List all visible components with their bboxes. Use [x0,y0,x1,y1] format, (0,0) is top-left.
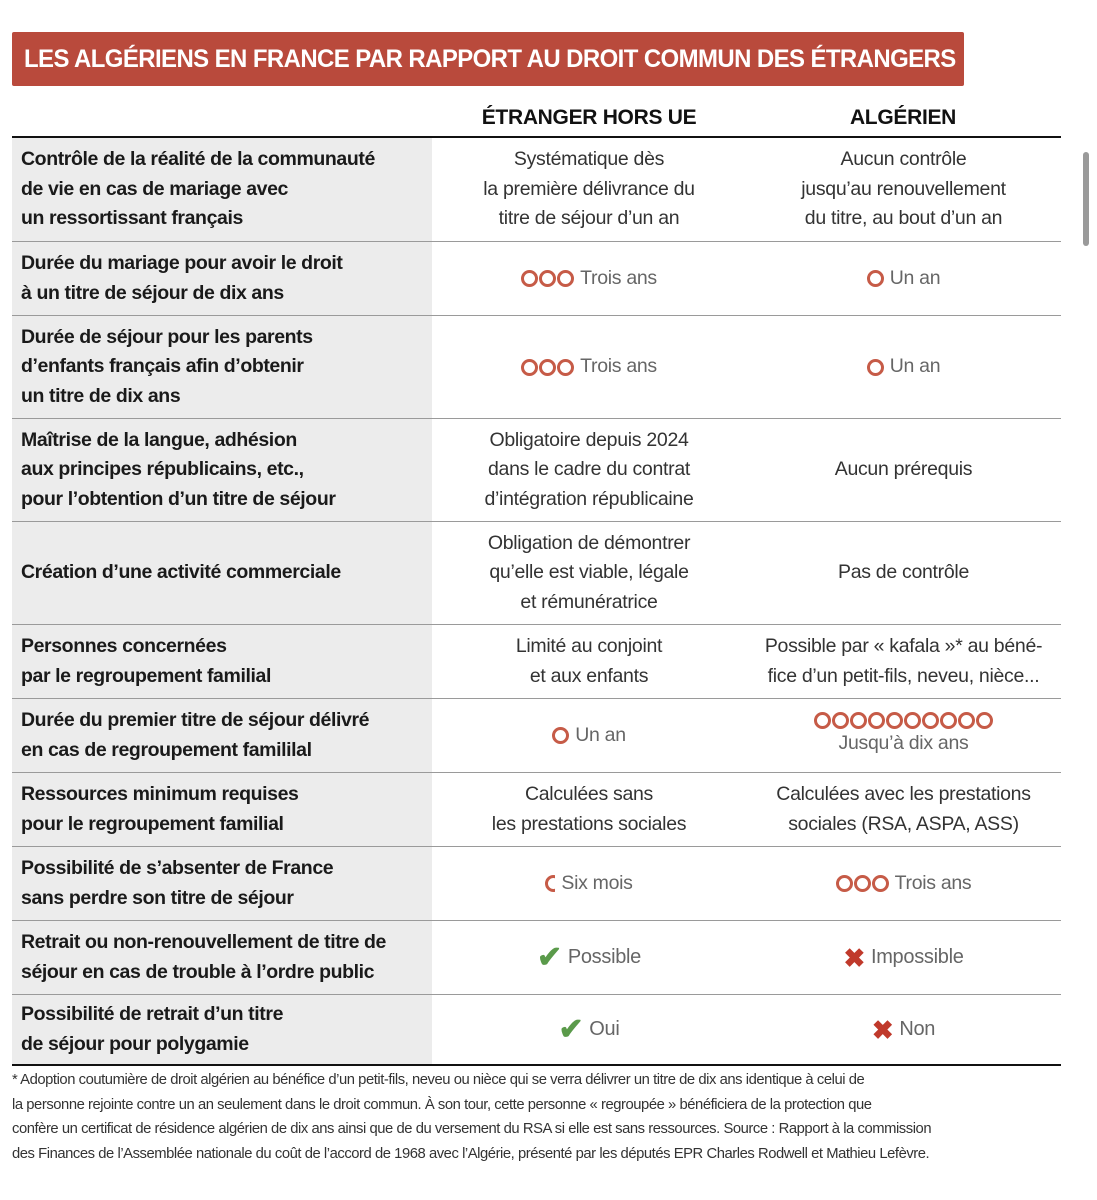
row-label [12,419,432,521]
duration-text: Un an [889,266,941,289]
cross-icon: ✖ [843,942,865,973]
ring-icon [521,270,538,287]
cell-line: Obligation de démontrer [487,531,691,554]
half-ring-icon [545,875,555,892]
row-label-line: Possibilité de s’absenter de France [21,857,334,879]
table-row [12,699,1061,773]
duration-text: Jusqu’à dix ans [838,732,969,755]
duration-rating [552,721,626,751]
row-label-line: en cas de regroupement famililal [21,738,312,761]
table-row [12,921,1061,995]
row-label-line: Contrôle de la réalité de la communauté [21,148,375,171]
cell-etranger [432,921,746,994]
ring-icon [904,712,921,729]
row-label-text [21,854,333,913]
row-label [12,699,432,772]
cell-line: et aux enfants [529,664,649,687]
cell-algerien [746,699,1061,772]
row-label [12,995,432,1064]
row-label-line: de vie en cas de mariage avec [21,177,288,200]
duration-text: Trois ans [894,871,972,894]
verdict [843,943,963,973]
duration-rating [867,352,941,382]
cell-algerien [746,419,1061,521]
cell-line: dans le cadre du contrat [487,458,691,481]
cell-line: d’intégration républicaine [484,487,694,510]
row-label-line: Ressources minimum requises [21,783,299,805]
row-label [12,316,432,418]
ring-icon [867,359,884,376]
row-label-line: par le regroupement familial [21,664,271,687]
duration-rings [521,270,574,287]
table-row [12,625,1061,699]
row-label-text [21,145,375,234]
row-label-line: à un titre de séjour de dix ans [21,281,284,304]
row-label-line: Possibilité de retrait d’un titre [21,1003,284,1025]
cell-etranger [432,625,746,698]
footnote-line: confère un certificat de résidence algérien de dix ans ainsi que de du versement du RSA si elle est sans ressources. Source : Rapport à la commission [12,1121,932,1137]
duration-rings [867,359,884,376]
row-label-text [21,558,341,588]
row-label [12,921,432,994]
row-label-text [21,706,369,765]
duration-rating [521,352,657,382]
duration-rings [545,875,555,892]
cell-line: Calculées avec les prestations [776,783,1031,805]
check-icon: ✔ [536,940,562,974]
row-label-line: Retrait ou non-renouvellement de titre de [21,931,386,953]
cell-line: et rémunératrice [520,590,658,613]
cell-algerien [746,921,1061,994]
duration-rings [521,359,574,376]
duration-text: Trois ans [580,355,657,378]
row-label-text [21,1000,283,1059]
row-label-text [21,426,336,515]
cell-algerien [746,625,1061,698]
cell-line: la première délivrance du [483,177,695,200]
duration-rating [545,869,632,899]
check-icon: ✔ [558,1012,584,1046]
row-label-text [21,928,386,987]
ring-icon [976,712,993,729]
cell-etranger [432,138,746,241]
row-label-line: Maîtrise de la langue, adhésion [21,428,297,451]
cell-algerien [746,773,1061,846]
ring-icon [868,712,885,729]
row-label-line: aux principes républicains, etc., [21,458,304,481]
row-label-line: Création d’une activité commerciale [21,561,341,584]
cell-etranger [432,242,746,315]
table-row [12,773,1061,847]
infographic-title-text: LES ALGÉRIENS EN FRANCE PAR RAPPORT AU DROIT COMMUN DES ÉTRANGERS [24,45,956,73]
ring-icon [552,727,569,744]
cell-algerien [746,242,1061,315]
ring-icon [872,875,889,892]
cell-etranger [432,316,746,418]
row-label-text [21,249,343,308]
row-label-line: séjour en cas de trouble à l’ordre public [21,960,375,983]
duration-text: Un an [889,355,941,378]
ring-icon [521,359,538,376]
cell-line: Possible par « kafala »* au béné- [764,635,1043,657]
table-row [12,522,1061,625]
cell-algerien [746,138,1061,241]
cell-line: Aucun contrôle [840,148,967,171]
column-header-algerien: ALGÉRIEN [849,106,957,129]
verdict-text: Possible [567,945,642,968]
table-row [12,847,1061,921]
cell-line: qu’elle est viable, légale [489,561,689,584]
comparison-table [12,138,1061,1066]
cell-line: les prestations sociales [491,812,687,835]
footnote-line: des Finances de l’Assemblée nationale du coût de l’accord de 1968 avec l’Algérie, présenté par les députés EPR Charles Rodwell et Mathieu Lefèvre. [12,1145,930,1162]
ring-icon [539,359,556,376]
duration-text: Un an [575,723,626,746]
duration-rating [521,264,657,294]
row-label-text [21,323,313,412]
row-label [12,773,432,846]
ring-icon [854,875,871,892]
cell-line: fice d’un petit-fils, neveu, nièce... [767,664,1040,687]
cell-etranger [432,847,746,920]
cell-line: sociales (RSA, ASPA, ASS) [788,812,1019,835]
ring-icon [867,270,884,287]
table-row [12,316,1061,419]
row-label-line: un titre de dix ans [21,384,181,407]
ring-icon [832,712,849,729]
row-label [12,847,432,920]
footnote-line: la personne rejointe contre un an seulement dans le droit commun. À son tour, cette personne « regroupée » bénéficiera de la protection que [12,1096,872,1113]
cell-algerien [746,316,1061,418]
cell-line: Limité au conjoint [515,635,663,657]
column-header-etranger: ÉTRANGER HORS UE [481,106,697,129]
ring-icon [557,270,574,287]
duration-rings [836,875,889,892]
row-label-line: Personnes concernées [21,635,227,657]
verdict [558,1012,620,1046]
verdict-text: Oui [589,1017,620,1040]
duration-rating [867,264,941,294]
duration-text: Trois ans [580,266,657,289]
cell-line: titre de séjour d’un an [498,207,680,230]
row-label [12,138,432,241]
footnote [12,1068,1061,1166]
ring-icon [922,712,939,729]
cell-line: Aucun prérequis [834,458,973,481]
cell-line: jusqu’au renouvellement [801,177,1006,200]
row-label-line: pour le regroupement familial [21,812,284,835]
cell-algerien [746,995,1061,1064]
cross-icon: ✖ [871,1014,894,1045]
duration-rings [867,270,884,287]
row-label [12,522,432,624]
row-label-line: de séjour pour polygamie [21,1032,249,1055]
footnote-line: * Adoption coutumière de droit algérien au bénéfice d’un petit-fils, neveu ou nièce qui se verra délivrer un titre de dix ans identique à celui de [12,1072,865,1088]
row-label-line: Durée du mariage pour avoir le droit [21,252,343,274]
cell-etranger [432,419,746,521]
cell-line: Calculées sans [524,783,654,805]
row-label-text [21,780,298,839]
ring-icon [836,875,853,892]
row-label-text [21,632,271,691]
duration-rings [552,727,569,744]
row-label [12,625,432,698]
verdict [536,940,642,974]
ring-icon [814,712,831,729]
table-row [12,419,1061,522]
duration-text: Six mois [561,871,633,894]
table-row [12,242,1061,316]
cell-line: du titre, au bout d’un an [804,207,1003,230]
ring-icon [958,712,975,729]
ring-icon [850,712,867,729]
cell-etranger [432,773,746,846]
cell-algerien [746,522,1061,624]
row-label-line: Durée de séjour pour les parents [21,325,313,348]
ring-icon [940,712,957,729]
row-label-line: d’enfants français afin d’obtenir [21,355,304,378]
cell-etranger [432,522,746,624]
cell-line: Systématique dès [513,148,665,171]
table-row [12,138,1061,242]
table-row [12,995,1061,1066]
cell-line: Obligatoire depuis 2024 [489,428,689,451]
verdict [872,1015,935,1045]
ring-icon [557,359,574,376]
duration-rings [814,712,993,729]
ring-icon [539,270,556,287]
verdict-text: Impossible [870,945,964,968]
row-label-line: pour l’obtention d’un titre de séjour [21,487,336,510]
duration-rating [836,869,972,899]
row-label [12,242,432,315]
cell-line: Pas de contrôle [837,561,969,584]
cell-etranger [432,699,746,772]
infographic-title [12,32,964,86]
row-label-line: un ressortissant français [21,207,243,230]
cell-etranger [432,995,746,1064]
cell-algerien [746,847,1061,920]
ring-icon [886,712,903,729]
verdict-text: Non [899,1017,936,1040]
row-label-line: Durée du premier titre de séjour délivré [21,709,370,731]
row-label-line: sans perdre son titre de séjour [21,886,294,909]
scrollbar-thumb[interactable] [1083,152,1089,246]
